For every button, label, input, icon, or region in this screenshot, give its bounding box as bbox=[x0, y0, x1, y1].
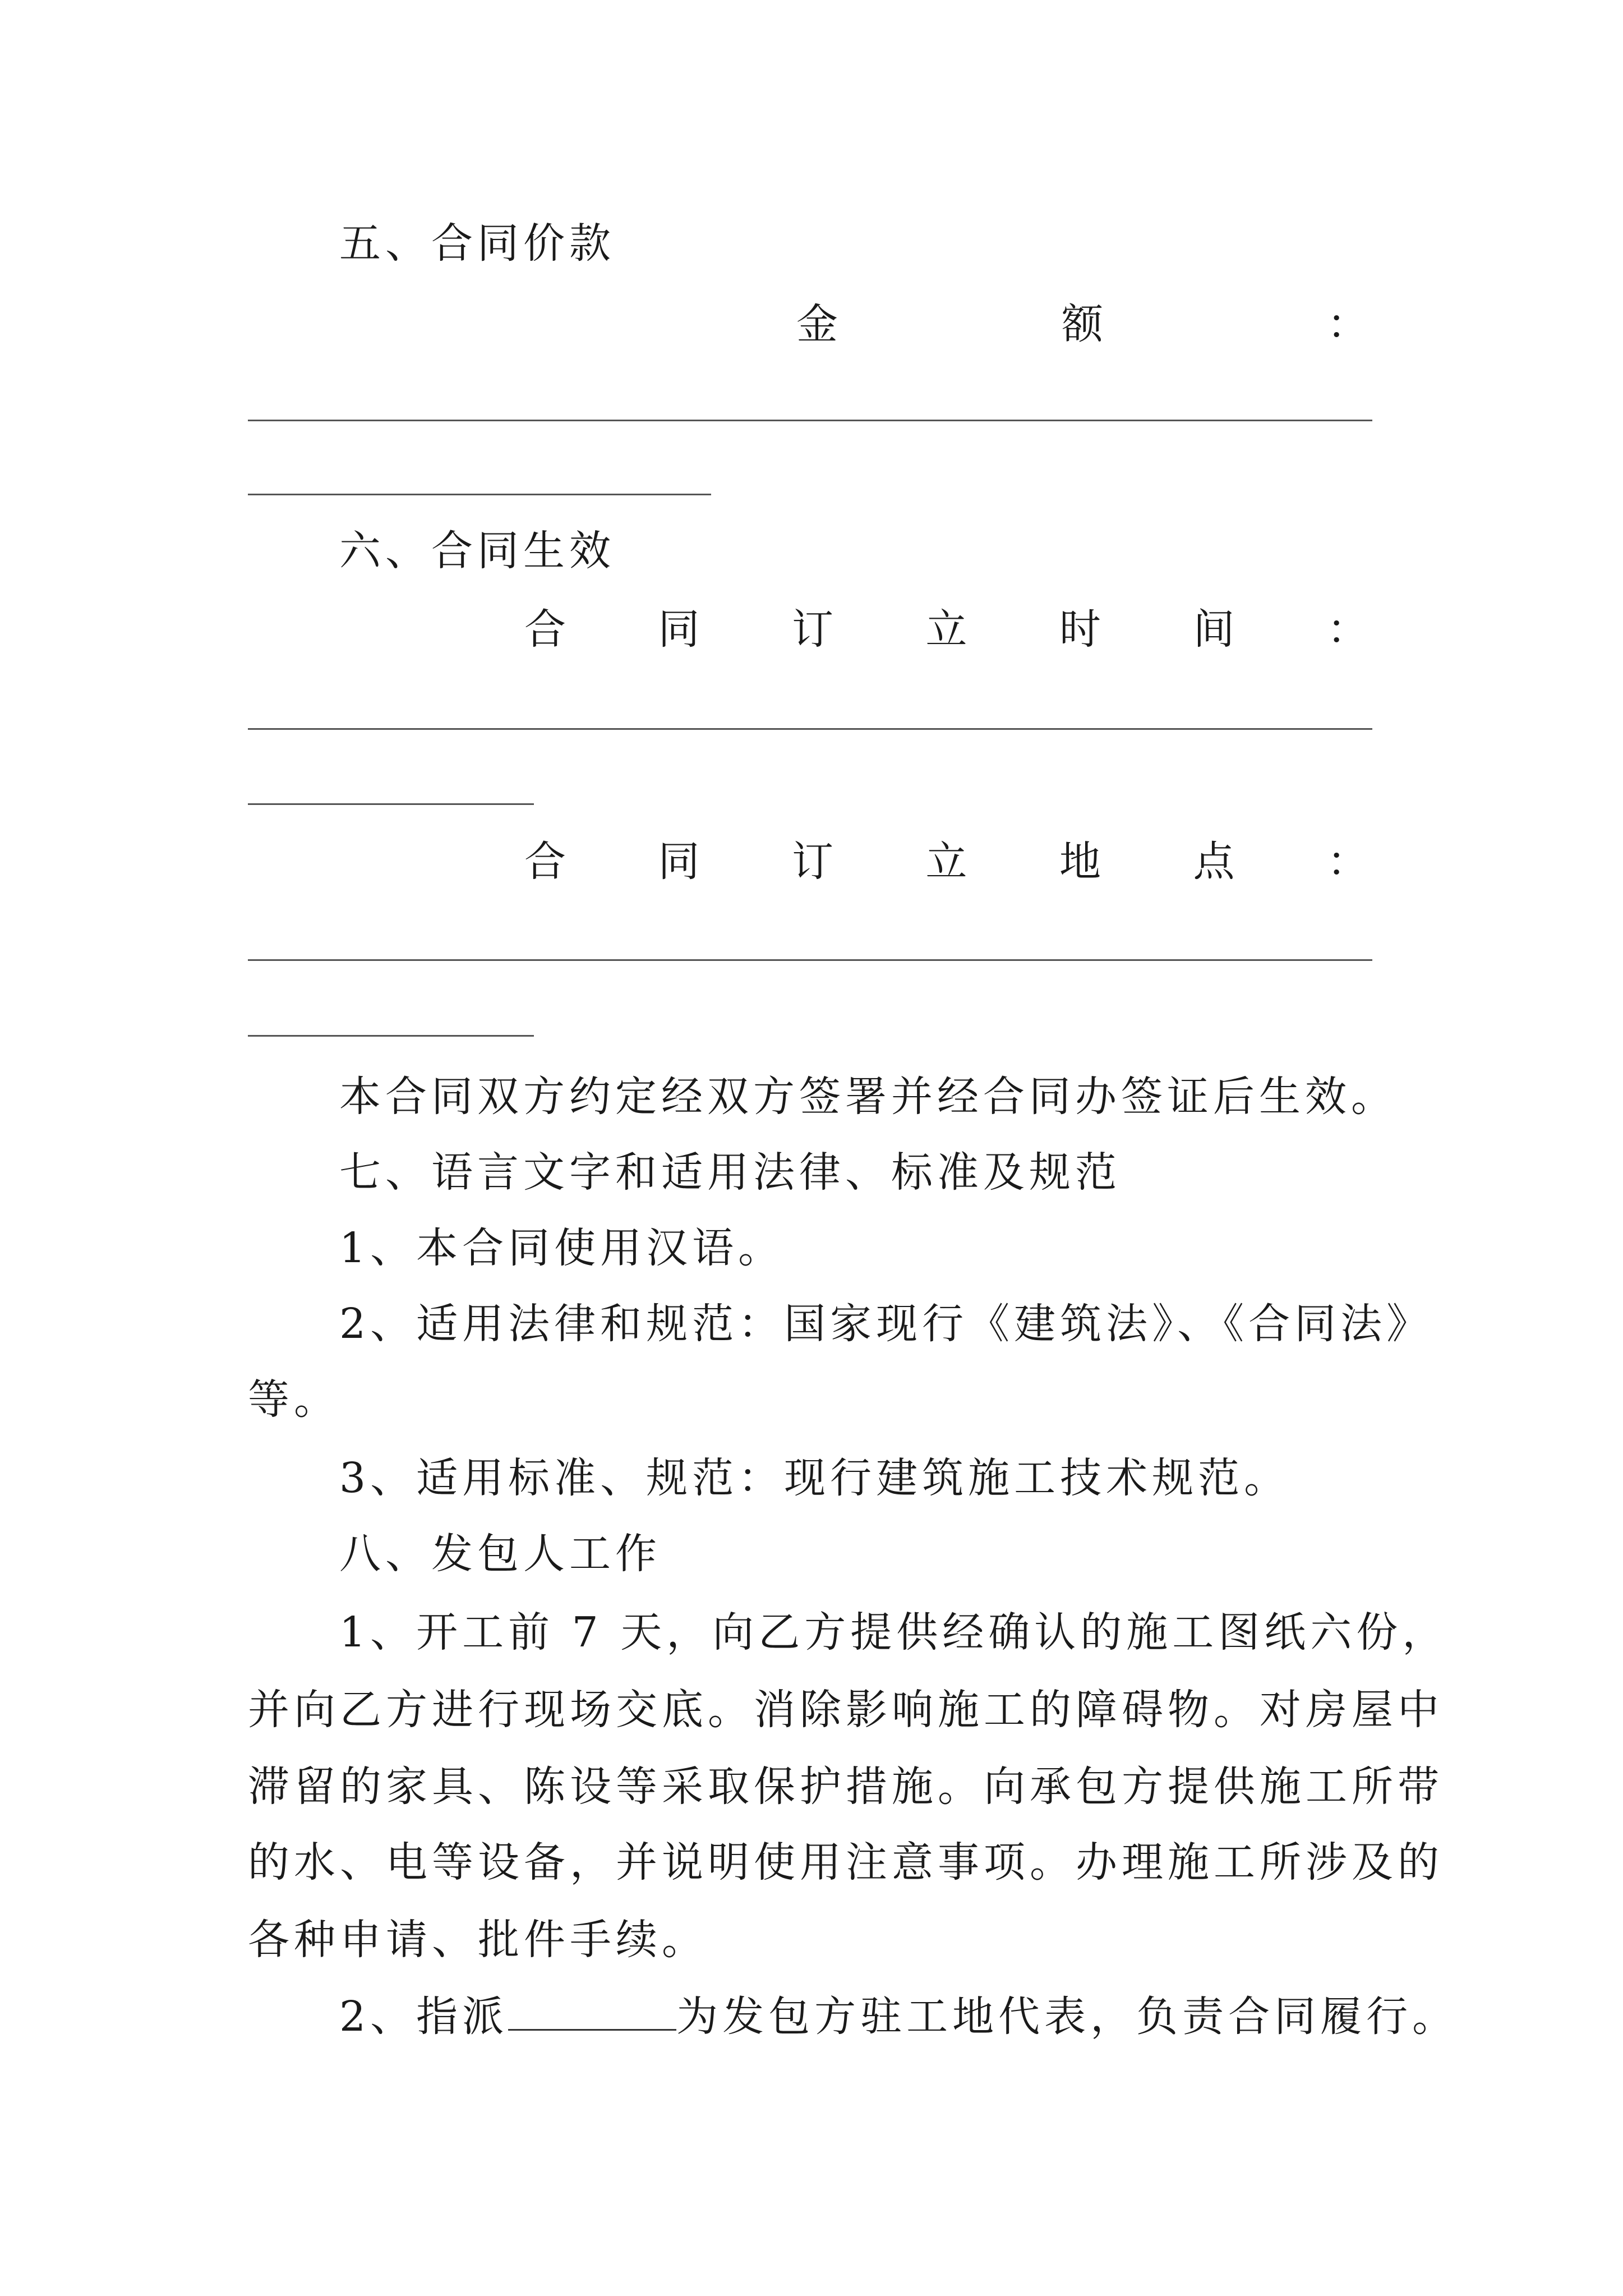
signing-time-char: 同 bbox=[658, 605, 700, 654]
section8-item2-suffix: 为发包方驻工地代表，负责合同履行。 bbox=[676, 1993, 1459, 2041]
section8-item2 bbox=[339, 1989, 1458, 2045]
signing-time-char: ： bbox=[1327, 605, 1368, 654]
section7-item2-line1: 2、适用法律和规范：国家现行《建筑法》、《合同法》 bbox=[339, 1300, 1433, 1348]
amount-fill-line[interactable] bbox=[248, 420, 1372, 421]
section8-item1-line: 各种申请、批件手续。 bbox=[248, 1916, 708, 1964]
signing-time-char: 间 bbox=[1193, 605, 1235, 654]
signing-place-char: 立 bbox=[925, 838, 967, 886]
signing-place-char: 点 bbox=[1193, 838, 1235, 886]
site-representative-blank[interactable] bbox=[508, 1995, 676, 2031]
section8-item1-line: 滞留的家具、陈设等采取保护措施。向承包方提供施工所带 bbox=[248, 1763, 1444, 1811]
signing-place-fill-line[interactable] bbox=[248, 959, 1372, 961]
section7-heading: 七、语言文字和适用法律、标准及规范 bbox=[339, 1148, 1121, 1197]
signing-place-fill-line-cont[interactable] bbox=[248, 1035, 534, 1037]
section8-item1-line: 的水、电等设备，并说明使用注意事项。办理施工所涉及的 bbox=[248, 1838, 1444, 1887]
section8-heading: 八、发包人工作 bbox=[339, 1530, 661, 1578]
signing-time-char: 时 bbox=[1059, 605, 1101, 654]
effect-clause: 本合同双方约定经双方签署并经合同办签证后生效。 bbox=[339, 1073, 1397, 1121]
amount-label-char: 额 bbox=[1062, 300, 1103, 348]
section7-item2-line2: 等。 bbox=[248, 1375, 340, 1424]
signing-time-char: 订 bbox=[792, 605, 833, 654]
section5-heading: 五、合同价款 bbox=[339, 219, 615, 268]
section7-item3: 3、适用标准、规范：现行建筑施工技术规范。 bbox=[339, 1454, 1290, 1502]
section6-heading: 六、合同生效 bbox=[339, 527, 615, 575]
amount-label-char: 金 bbox=[796, 300, 838, 348]
section8-item1-line: 并向乙方进行现场交底。消除影响施工的障碍物。对房屋中 bbox=[248, 1686, 1444, 1734]
section8-item2-prefix: 2、指派 bbox=[339, 1993, 509, 2041]
amount-label-char: ： bbox=[1327, 300, 1368, 348]
signing-time-char: 合 bbox=[524, 605, 566, 654]
signing-time-label bbox=[524, 601, 1368, 657]
amount-fill-line-cont[interactable] bbox=[248, 494, 711, 495]
signing-place-char: 合 bbox=[524, 838, 566, 886]
amount-label bbox=[796, 296, 1368, 352]
signing-time-fill-line[interactable] bbox=[248, 728, 1372, 730]
section7-item1: 1、本合同使用汉语。 bbox=[339, 1224, 785, 1272]
signing-time-fill-line-cont[interactable] bbox=[248, 803, 534, 805]
signing-time-char: 立 bbox=[925, 605, 967, 654]
signing-place-char: ： bbox=[1327, 838, 1368, 886]
signing-place-char: 同 bbox=[658, 838, 700, 886]
signing-place-char: 订 bbox=[792, 838, 833, 886]
signing-place-label bbox=[524, 834, 1368, 890]
signing-place-char: 地 bbox=[1059, 838, 1101, 886]
section8-item1-line: 1、开工前 7 天，向乙方提供经确认的施工图纸六份， bbox=[339, 1608, 1449, 1657]
